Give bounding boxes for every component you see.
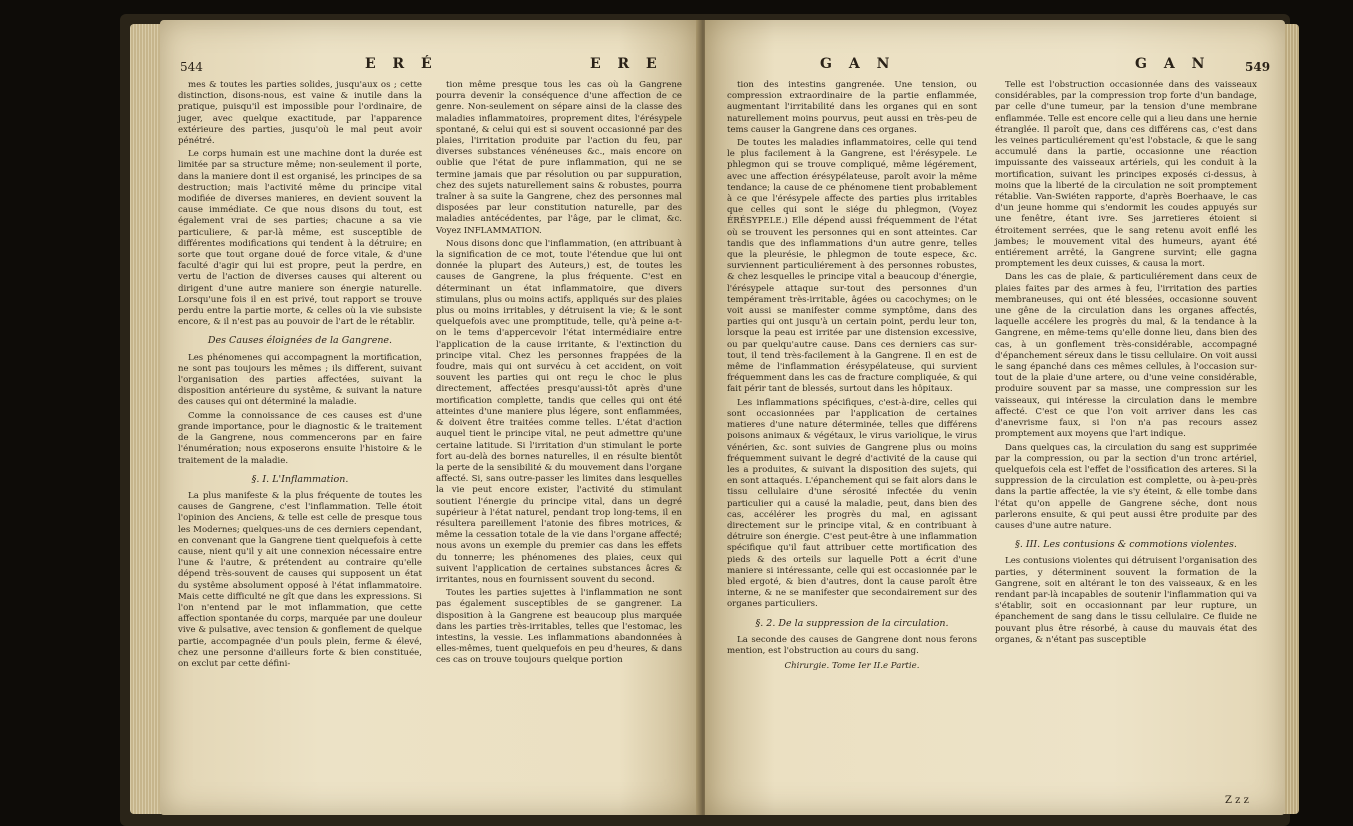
section-heading: Des Causes éloignées de la Gangrene. [207,335,393,347]
page-number: 549 [1245,60,1271,74]
paragraph: Dans les cas de plaie, & particuliérement dans ceux de plaies faites par des armes à feu, l'irritation des parties membraneuses, qui ont été blessées, occasionne souvent une gêne de la circulation dans les organes affectés, laquelle accélere les progrès du mal, & la tendance à la Gangrene, en même-tems qu'elle donne lieu, dans bien des cas, à un gonflement très-considérable, accompagné d'épanchement séreux dans le tissu cellulaire. On voit aussi le sang épanché dans ces mêmes cellules, à l'occasion sur-tout de la plaie d'une artere, ou d'une veine considérable, produire souvent par sa masse, une compression sur les vaisseaux, qui intéresse la circulation dans le membre affecté. C'est ce que l'on voit arriver dans les cas d'anevrisme faux, si l'on n'a pas recours assez promptement aux moyens que l'art indique. [995,272,1257,440]
running-head: G A N [1135,56,1211,72]
paragraph: Telle est l'obstruction occasionnée dans des vaisseaux considérables, par la compression trop forte d'un bandage, par celle d'une tumeur, par la tension d'une membrane enflammée. Telle est encore celle qui a lieu dans une hernie étranglée. Il paroît que, dans ces différens cas, c'est dans les veines particuliérement qu'est l'obstacle, & que le sang accumulé dans la partie, occasionne une réaction impuissante des vaisseaux artériels, qui les conduit à la mortification, suivant les principes exposés ci-dessus, à moins que la liberté de la circulation ne soit promptement rétablie. Van-Swiéten rapporte, d'après Boerhaave, le cas d'un jeune homme qui s'endormit les coudes appuyés sur une fenêtre, étant ivre. Ses jarretieres étoient si étroitement serrées, que le sang retenu avoit enflé les jambes; le mouvement vital des humeurs, ayant été entiérement arrêté, la Gangrene survint; elle gagna promptement les deux cuisses, & causa la mort. [995,80,1257,270]
running-head: E R E [590,56,663,72]
signature-mark: Z z z [1225,795,1249,806]
paragraph: Les inflammations spécifiques, c'est-à-dire, celles qui sont occasionnées par l'application de certaines matieres d'une nature déterminée, telles que différens poisons animaux & végétaux, le virus variolique, le virus vénérien, &c. sont suivies de Gangrene plus ou moins fréquemment suivant le degré d'activité de la cause qui les a produites, & suivant la disposition des sujets, qui en sont attaqués. L'épanchement qui se fait alors dans le tissu cellulaire d'une sérosité infectée du venin particulier qui a causé la maladie, peut, dans bien des cas, accélérer les progrès du mal, en agissant directement sur le principe vital, & en contribuant à détruire son énergie. C'est peut-être à une inflammation spécifique qu'il faut attribuer cette mortification des pieds & des orteils sur laquelle Pott a écrit d'une maniere si intéressante, celle qui est occasionnée par le bled ergoté, & bien d'autres, dont la cause paroît être interne, & ne se manifester que secondairement sur des organes particuliers. [727,397,977,610]
text-column [727,80,977,672]
paragraph: De toutes les maladies inflammatoires, celle qui tend le plus facilement à la Gangrene, est l'érésypele. Le phlegmon qui se trouve compliqué, même légérement, avec une affection érésypélateuse, paroît avoir la même tendance; la cause de ce phénomene tient probablement à ce que l'érésypele affecte des parties plus irritables que celles qui sont le siége du phlegmon, (Voyez ÉRÉSYPELE.) Elle dépend aussi fréquemment de l'état où se trouvent les personnes qui en sont atteintes. Car tandis que des inflammations d'un autre genre, telles que la pleurésie, le phlegmon de toute espece, &c. surviennent particuliérement à des personnes robustes, & chez lesquelles le principe vital a beaucoup d'énergie, l'érésypele attaque sur-tout des personnes d'un tempérament très-irritable, âgées ou cacochymes; on le voit aussi se manifester comme symptôme, dans des parties qui ont jusqu'à un certain point, perdu leur ton, lorsque la peau est irritée par une distension excessive, ou par quelqu'autre cause. Dans ces derniers cas sur-tout, il tend très-facilement à la Gangrene. Il en est de même de l'inflammation érésypélateuse, qui survient fréquemment dans les cas de fracture compliquée, & qui fait périr tant de blessés, surtout dans les hôpitaux. [727,138,977,395]
paragraph: Dans quelques cas, la circulation du sang est supprimée par la compression, ou par la section d'un tronc artériel, quelquefois cela est l'effet de l'ossification des arteres. Si la suppression de la circulation est complette, ou à-peu-près dans la partie affectée, la vie s'y éteint, & elle tombe dans l'état qu'on appelle de Gangrene séche, dont nous parlerons ensuite, & qui peut aussi être produite par des causes d'une autre nature. [995,442,1257,531]
text-column [178,80,422,672]
paragraph: La plus manifeste & la plus fréquente de toutes les causes de Gangrene, c'est l'inflammation. Telle étoit l'opinion des Anciens, & telle est celle de presque tous les Modernes; quelques-uns de ces derniers cependant, en convenant que la Gangrene tient quelquefois à cette cause, nient qu'il y ait une connexion nécessaire entre l'une & l'autre, & prétendent au contraire qu'elle dépend très-souvent de causes qui supposent un état du systême absolument opposé à l'état inflammatoire. Mais cette difficulté ne gît que dans les expressions. Si l'on n'entend par le mot inflammation, que cette affection spontanée du corps, marquée par une douleur vive & pulsative, avec tension & gonflement de quelque partie, accompagnée d'un pouls plein, ferme & élevé, chez une personne d'ailleurs forte & bien constituée, on exclut par cette défini- [178,490,422,669]
running-head: G A N [820,56,896,72]
paragraph: Les phénomenes qui accompagnent la mortification, ne sont pas toujours les mêmes ; ils different, suivant l'organisation des parties affectées, suivant la disposition antérieure du systême, & suivant la nature des causes qui ont déterminé la maladie. [178,352,422,408]
paragraph: mes & toutes les parties solides, jusqu'aux os ; cette distinction, disons-nous, est vaine & inutile dans la pratique, puisqu'il est impossible pour l'ordinaire, de juger, avec quelque exactitude, par l'apparence extérieure des parties, jusqu'où le mal peut avoir pénétré. [178,80,422,147]
text-column [436,80,682,669]
paragraph: tion même presque tous les cas où la Gangrene pourra devenir la conséquence d'une affection de ce genre. Non-seulement on sépare ainsi de la classe des maladies inflammatoires, proprement dites, l'érésypele spontané, & celui qui est si souvent occasionné par des plaies, l'irritation produite par l'action du feu, par diverses substances vénéneuses &c., mais encore on oublie que l'état de pure inflammation, qui ne se termine jamais que par résolution ou par suppuration, chez des sujets naturellement sains & robustes, pourra traîner à sa suite la Gangrene, chez des personnes mal disposées par leur constitution naturelle, par des maladies antécédentes, par l'âge, par le climat, &c. Voyez INFLAMMATION. [436,80,682,236]
paragraph: Toutes les parties sujettes à l'inflammation ne sont pas également susceptibles de se gangrener. La disposition à la Gangrene est beaucoup plus marquée dans les parties très-irritables, telles que l'estomac, les intestins, la vessie. Les inflammations abandonnées à elles-mêmes, tuent quelquefois en peu d'heures, & dans ces cas on trouve toujours quelque portion [436,588,682,666]
page-edges-left [130,24,164,814]
footer-signature: Chirurgie. Tome Ier II.e Partie. [784,661,920,672]
paragraph: Nous disons donc que l'inflammation, (en attribuant à la signification de ce mot, toute l'étendue que lui ont donnée la plupart des Auteurs,) est, de toutes les causes de Gangrene, la plus fréquente. C'est en déterminant un état inflammatoire, que divers stimulans, plus ou moins actifs, appliqués sur des plaies plus ou moins irritables, y détruisent la vie; & le sont quelquefois avec une promptitude, telle, qu'à peine a-t-on le tems d'appercevoir l'état intermédiaire entre l'application de la cause irritante, & l'extinction du principe vital. Chez les personnes frappées de la foudre, mais qui ont survécu à cet accident, on voit souvent les parties qui ont reçu le choc le plus directement, affectées presqu'aussi-tôt après d'une mortification complette, tandis que celles qui ont été atteintes d'une maniere plus légere, sont enflammées, & doivent être traitées comme telles. L'état d'action auquel tient le principe vital, ne peut admettre qu'une certaine latitude. Si l'irritation d'un stimulant le porte fort au-delà des bornes naturelles, il en résulte bientôt la perte de la sensibilité & du mouvement dans l'organe affecté. Si, sans outre-passer les limites dans lesquelles la vie peut encore exister, l'activité du stimulant soutient l'énergie du principe vital, dans un degré supérieur à l'état naturel, pendant trop long-tems, il en résultera pareillement l'atonie des fibres motrices, & même la cessation totale de la vie dans l'organe affecté; nous avons un exemple du premier cas dans les effets du tonnerre; les phénomenes des plaies, ceux qui suivent l'application de certaines substances âcres & irritantes, nous en fournissent souvent du second. [436,238,682,585]
right-page [705,20,1285,815]
section-heading: §. I. L'Inflammation. [251,473,349,485]
paragraph: Comme la connoissance de ces causes est d'une grande importance, pour le diagnostic & le traitement de la Gangrene, nous commencerons par en faire l'énumération; nous exposerons ensuite l'histoire & le traitement de la maladie. [178,410,422,466]
paragraph: Le corps humain est une machine dont la durée est limitée par sa structure même; non-seulement il porte, dans la maniere dont il est organisé, les principes de sa destruction; mais l'activité même du principe vital modifiée de diverses manieres, en devient souvent la cause immédiate. Ce que nous disons du tout, est également vrai de ses parties; chacune a sa vie particuliere, & par-là même, est susceptible de différentes modifications qui tendent à la détruire; en sorte que tout organe doué de force vitale, & d'une faculté d'agir qui lui est propre, peut la perdre, en vertu de l'action de diverses causes qui alterent ou dirigent d'une autre maniere son énergie naturelle. Lorsqu'une fois il en est privé, tout rapport se trouve perdu entre la partie morte, & celles où la vie subsiste encore, & il n'est pas au pouvoir de l'art de le rétablir. [178,149,422,328]
running-head: E R É [365,56,438,72]
paragraph: Les contusions violentes qui détruisent l'organisation des parties, y déterminent souvent la formation de la Gangrene, soit en altérant le ton des vaisseaux, & en les rendant par-là incapables de soutenir l'inflammation qui va s'établir, soit en occasionnant par leur rupture, un épanchement de sang dans le tissu cellulaire. Ce fluide ne pouvant plus être résorbé, à cause du mauvais état des organes, & n'étant pas susceptible [995,556,1257,645]
text-column [995,80,1257,648]
section-heading: §. III. Les contusions & commotions violentes. [1015,539,1237,551]
paragraph: tion des intestins gangrenée. Une tension, ou compression extraordinaire de la partie enflammée, augmentant l'irritabilité dans les organes qui en sont naturellement moins pourvus, peut aussi en très-peu de tems causer la Gangrene dans ces organes. [727,80,977,135]
page-number: 544 [180,60,203,74]
left-page [160,20,700,815]
paragraph: La seconde des causes de Gangrene dont nous ferons mention, est l'obstruction au cours du sang. [727,634,977,656]
section-heading: §. 2. De la suppression de la circulation. [755,617,949,629]
